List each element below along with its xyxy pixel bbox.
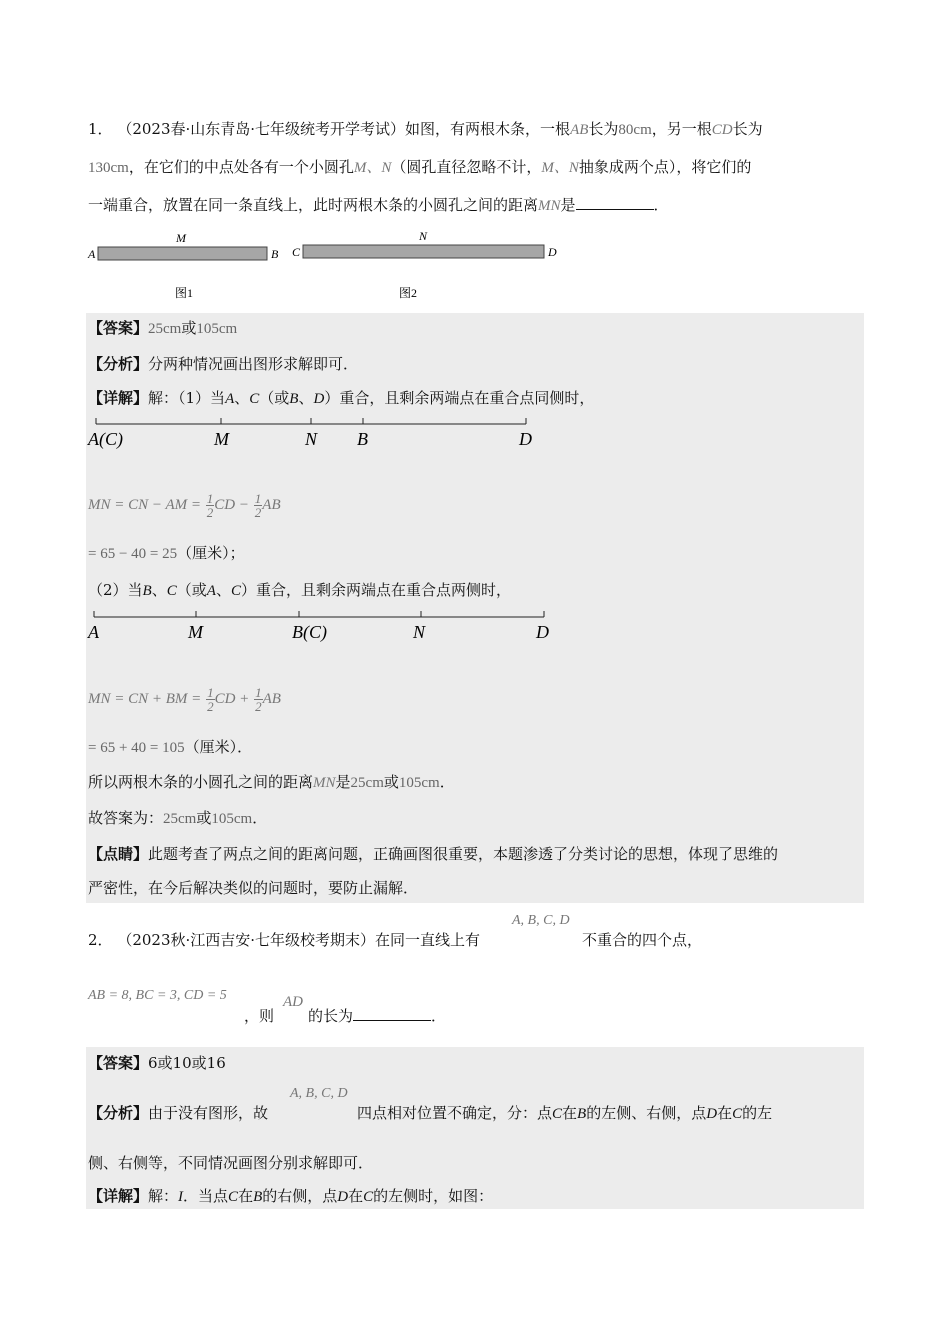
- q2-answer-line: [88, 1053, 226, 1073]
- q2-var: D: [337, 1189, 349, 1205]
- q1-text: ．: [439, 773, 455, 791]
- fig2-stick-cd: [303, 245, 544, 258]
- q1-source: （2023春·山东青岛·七年级统考开学考试）: [117, 120, 406, 138]
- q1-text: （或: [176, 581, 207, 599]
- q2-source: （2023秋·江西吉安·七年级校考期末）: [117, 931, 376, 949]
- q1-equation-2: [88, 678, 281, 719]
- q1-sep: 、: [215, 581, 231, 599]
- q2-text: 在同一直线上有: [375, 931, 481, 949]
- line1-label-b: B: [357, 429, 368, 449]
- q2-text: 的右侧，点: [262, 1187, 338, 1205]
- q1-text: （2）当: [88, 581, 143, 599]
- line1-label-n: N: [305, 429, 318, 449]
- frac-num: 1: [255, 684, 262, 700]
- q1-var: B: [142, 583, 152, 599]
- q1-value: 105cm: [211, 811, 253, 827]
- q1-value: 25cm: [350, 775, 384, 791]
- q2-line-1-end: [582, 930, 702, 950]
- q2-answer-value: 6或10或16: [148, 1054, 226, 1072]
- eq2-result: = 65 + 40 = 105: [88, 740, 185, 756]
- q1-figure: [84, 226, 574, 310]
- q2-text: 在: [717, 1104, 733, 1122]
- eq2-lhs: MN = CN + BM =: [88, 691, 202, 707]
- line2-label-b-c: B(C): [292, 622, 327, 642]
- q1-comment-2: [88, 878, 418, 898]
- q2-text: 在: [238, 1187, 254, 1205]
- fig1-label-b: B: [271, 247, 279, 261]
- q2-points: A, B, C, D: [512, 913, 570, 928]
- q1-conclusion: [88, 772, 455, 793]
- q1-text: ，在它们的中点处各有一个小圆孔: [128, 158, 354, 176]
- q1-math-ab: AB: [570, 122, 589, 138]
- q2-text: 不重合的四个点，: [582, 931, 703, 949]
- q1-value: 25cm: [163, 811, 197, 827]
- eq1-lhs: MN = CN − AM =: [88, 497, 202, 513]
- fraction-half: [206, 686, 215, 713]
- fig1-caption: 图1: [175, 286, 194, 300]
- q1-number-line-2: [86, 605, 556, 645]
- fig1-label-a: A: [88, 247, 96, 261]
- q1-var: C: [249, 391, 260, 407]
- q1-text: ，另一根: [651, 120, 712, 138]
- fraction-half: [254, 686, 263, 713]
- q1-var: C: [230, 583, 241, 599]
- q2-detail-line: [88, 1186, 493, 1207]
- q2-answer-label: 【答案】: [88, 1054, 149, 1072]
- q2-text: 由于没有图形，故: [148, 1104, 269, 1122]
- frac-num: 1: [254, 490, 262, 506]
- q1-comment: [88, 844, 778, 864]
- q1-text: 抽象成两个点），将它们的: [578, 158, 752, 176]
- q2-line-2: [244, 1006, 274, 1026]
- q2-text: 的长为: [308, 1007, 354, 1025]
- line2-label-d: D: [536, 622, 549, 642]
- line1-label-a-c: A(C): [88, 429, 123, 449]
- q1-text: ．: [252, 809, 268, 827]
- frac-den: 2: [207, 698, 214, 714]
- q1-sep: 、: [298, 389, 314, 407]
- fig1-stick-ab: [98, 247, 267, 260]
- q1-case2-line: [88, 580, 511, 601]
- q1-text: 或: [196, 809, 212, 827]
- eq2-cd: CD +: [214, 691, 250, 707]
- q2-line-1: [88, 930, 480, 950]
- eq1-result: = 65 − 40 = 25: [88, 546, 178, 562]
- q1-comment-text: 严密性，在今后解决类似的问题时，要防止漏解．: [88, 879, 419, 897]
- q1-analysis-text: 分两种情况画出图形求解即可．: [148, 355, 359, 373]
- q2-var: B: [577, 1106, 587, 1122]
- q1-text: ．: [653, 196, 669, 214]
- q2-text: 的左侧时，如图：: [373, 1187, 494, 1205]
- q1-detail-text: 解：（1）当: [148, 389, 226, 407]
- q1-sep: 、: [234, 389, 250, 407]
- frac-den: 2: [254, 504, 262, 520]
- line2-label-m: M: [188, 622, 203, 642]
- q1-text: 故答案为：: [88, 809, 164, 827]
- q1-var: D: [313, 391, 325, 407]
- q1-var: A: [225, 391, 235, 407]
- q2-var: C: [552, 1106, 563, 1122]
- q1-number-line-1: [86, 412, 536, 452]
- fig2-label-c: C: [292, 245, 301, 259]
- q2-var: I: [178, 1189, 184, 1205]
- eq1-unit: （厘米）；: [177, 544, 245, 562]
- q1-value: 105cm: [398, 775, 440, 791]
- q2-var: B: [253, 1189, 263, 1205]
- q1-line-3: [88, 195, 669, 216]
- line1-label-d: D: [519, 429, 532, 449]
- q2-answer-blank: [353, 1006, 431, 1021]
- line1-label-m: M: [214, 429, 229, 449]
- q1-text: （或: [259, 389, 290, 407]
- q1-text: 或: [383, 773, 399, 791]
- fig2-label-n: N: [419, 229, 428, 243]
- q1-number: 1．: [88, 120, 113, 138]
- q1-math-mn: MN: [538, 198, 561, 214]
- q2-var: C: [732, 1106, 743, 1122]
- frac-den: 2: [206, 504, 214, 520]
- q1-line-1: [88, 119, 763, 140]
- fig1-label-m: M: [176, 231, 186, 245]
- q1-detail-line: [88, 388, 594, 409]
- frac-num: 1: [206, 490, 214, 506]
- q1-analysis-line: [88, 354, 358, 374]
- q1-var: C: [166, 583, 177, 599]
- q2-number: 2．: [88, 931, 113, 949]
- q1-text: ）重合，且剩余两端点在重合点两侧时，: [240, 581, 511, 599]
- q1-var: B: [289, 391, 299, 407]
- line2-label-n: N: [413, 622, 426, 642]
- frac-den: 2: [255, 698, 262, 714]
- line2-label-a: A: [88, 622, 99, 642]
- q1-answer-or: 或: [181, 319, 197, 337]
- q2-detail-label: 【详解】: [88, 1187, 149, 1205]
- q1-line-2: [88, 157, 751, 178]
- q1-length-ab: 80cm: [618, 122, 652, 138]
- q1-text: 是: [335, 773, 351, 791]
- q1-math-cd: CD: [711, 122, 733, 138]
- q2-given: AB = 8, BC = 3, CD = 5: [88, 988, 227, 1003]
- q2-analysis-line: [88, 1103, 268, 1123]
- q2-line-2-end: [308, 1006, 446, 1026]
- q2-analysis-points: A, B, C, D: [290, 1086, 348, 1101]
- q1-answer-label: 【答案】: [88, 319, 149, 337]
- eq2-unit: （厘米）．: [184, 738, 253, 756]
- eq1-ab: AB: [262, 497, 281, 513]
- q2-var: D: [706, 1106, 718, 1122]
- q1-sep: 、: [151, 581, 167, 599]
- q2-text: 在: [562, 1104, 578, 1122]
- eq1-cd: CD −: [214, 497, 250, 513]
- q1-text: （圆孔直径忽略不计，: [391, 158, 542, 176]
- q1-text: 长为: [732, 120, 763, 138]
- q1-detail-label: 【详解】: [88, 389, 149, 407]
- q1-answer-b: 105cm: [196, 321, 238, 337]
- q2-analysis-line-2: [88, 1153, 373, 1173]
- q1-math-mn: MN: [313, 775, 336, 791]
- q2-text: ．: [431, 1007, 447, 1025]
- q2-text: ．当点: [183, 1187, 229, 1205]
- q1-comment-label: 【点睛】: [88, 845, 149, 863]
- q2-text: 的左: [742, 1104, 773, 1122]
- q1-answer-a: 25cm: [148, 321, 182, 337]
- q2-text: 在: [348, 1187, 364, 1205]
- q1-var: A: [206, 583, 216, 599]
- q1-text: 长为: [588, 120, 619, 138]
- q2-text: 解：: [148, 1187, 179, 1205]
- q1-text: ）重合，且剩余两端点在重合点同侧时，: [324, 389, 595, 407]
- q1-math-mn-points: M、N: [353, 160, 392, 176]
- q2-var: C: [228, 1189, 239, 1205]
- q1-equation-1-result: [88, 543, 245, 564]
- q2-analysis-line-rest: [357, 1103, 772, 1124]
- q1-length-cd: 130cm: [88, 160, 129, 176]
- q1-text: 是: [560, 196, 576, 214]
- q1-answer-line: [88, 318, 237, 339]
- q1-equation-1: [88, 484, 281, 525]
- fig2-caption: 图2: [399, 286, 418, 300]
- q2-text: 侧、右侧等，不同情况画图分别求解即可．: [88, 1154, 374, 1172]
- eq2-ab: AB: [262, 691, 281, 707]
- q1-analysis-label: 【分析】: [88, 355, 149, 373]
- q1-math-mn-points: M、N: [541, 160, 579, 176]
- q1-text: 一端重合，放置在同一条直线上，此时两根木条的小圆孔之间的距离: [88, 196, 539, 214]
- fig2-label-d: D: [548, 245, 557, 259]
- q2-text: ，则: [244, 1007, 275, 1025]
- q2-var: C: [363, 1189, 374, 1205]
- q1-answer-blank: [576, 195, 654, 210]
- q1-equation-2-result: [88, 737, 252, 758]
- q2-math-ad: AD: [283, 994, 303, 1010]
- q1-comment-text: 此题考查了两点之间的距离问题，正确画图很重要，本题渗透了分类讨论的思想，体现了思维的: [148, 845, 779, 863]
- frac-num: 1: [207, 684, 214, 700]
- q1-text: 所以两根木条的小圆孔之间的距离: [88, 773, 314, 791]
- q1-text: 如图，有两根木条，一根: [405, 120, 571, 138]
- q2-text: 四点相对位置不确定，分：点: [357, 1104, 553, 1122]
- q2-analysis-label: 【分析】: [88, 1104, 149, 1122]
- q1-final-answer: [88, 808, 267, 829]
- q2-text: 的左侧、右侧，点: [586, 1104, 707, 1122]
